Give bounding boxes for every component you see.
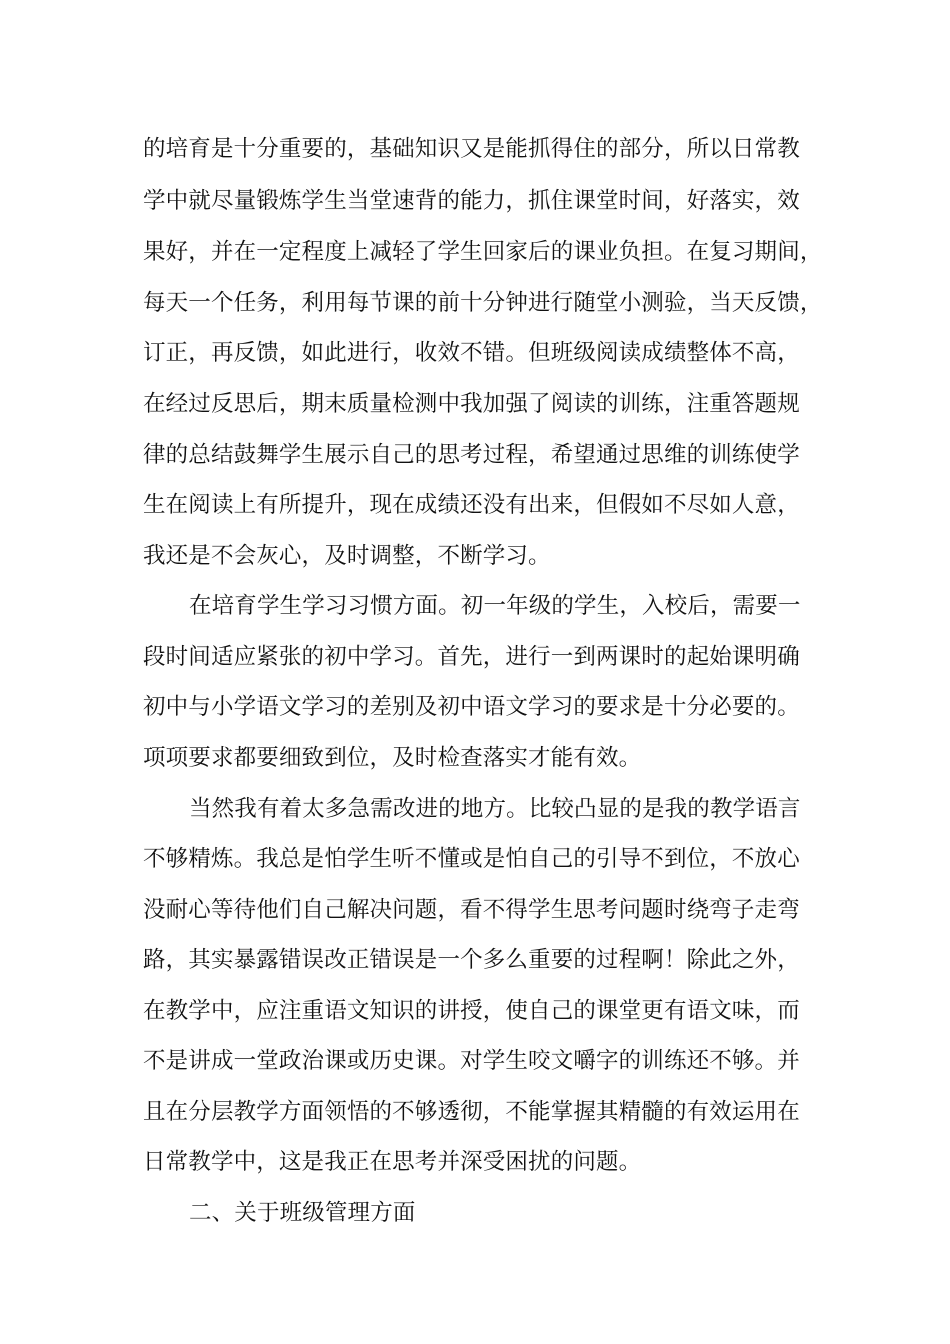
text-line: 日常教学中，这是我正在思考并深受困扰的问题。	[143, 1149, 642, 1175]
text-line: 果好，并在一定程度上减轻了学生回家后的课业负担。在复习期间，	[143, 239, 823, 265]
section-heading: 二、关于班级管理方面	[189, 1200, 416, 1226]
text-line: 且在分层教学方面领悟的不够透彻，不能掌握其精髓的有效运用在	[143, 1099, 800, 1125]
text-line: 初中与小学语文学习的差别及初中语文学习的要求是十分必要的。	[143, 694, 800, 720]
text-line: 项项要求都要细致到位，及时检查落实才能有效。	[143, 745, 642, 771]
text-line: 律的总结鼓舞学生展示自己的思考过程，希望通过思维的训练使学	[143, 442, 800, 468]
paragraph-first-line: 当然我有着太多急需改进的地方。比较凸显的是我的教学语言	[189, 796, 801, 822]
paragraph-first-line: 在培育学生学习习惯方面。初一年级的学生，入校后，需要一	[189, 593, 801, 619]
text-line: 路，其实暴露错误改正错误是一个多么重要的过程啊！除此之外，	[143, 947, 800, 973]
text-line: 在经过反思后，期末质量检测中我加强了阅读的训练，注重答题规	[143, 391, 800, 417]
text-line: 没耐心等待他们自己解决问题，看不得学生思考问题时绕弯子走弯	[143, 897, 800, 923]
text-line: 段时间适应紧张的初中学习。首先，进行一到两课时的起始课明确	[143, 644, 800, 670]
text-line: 在教学中，应注重语文知识的讲授，使自己的课堂更有语文味，而	[143, 998, 800, 1024]
text-line: 的培育是十分重要的，基础知识又是能抓得住的部分，所以日常教	[143, 136, 800, 162]
text-line: 不够精炼。我总是怕学生听不懂或是怕自己的引导不到位，不放心	[143, 846, 800, 872]
text-line: 我还是不会灰心，及时调整，不断学习。	[143, 543, 551, 569]
text-line: 学中就尽量锻炼学生当堂速背的能力，抓住课堂时间，好落实，效	[143, 188, 800, 214]
text-line: 每天一个任务，利用每节课的前十分钟进行随堂小测验，当天反馈，	[143, 290, 823, 316]
text-line: 订正，再反馈，如此进行，收效不错。但班级阅读成绩整体不高，	[143, 340, 800, 366]
text-line: 不是讲成一堂政治课或历史课。对学生咬文嚼字的训练还不够。并	[143, 1048, 800, 1074]
text-line: 生在阅读上有所提升，现在成绩还没有出来，但假如不尽如人意，	[143, 492, 800, 518]
